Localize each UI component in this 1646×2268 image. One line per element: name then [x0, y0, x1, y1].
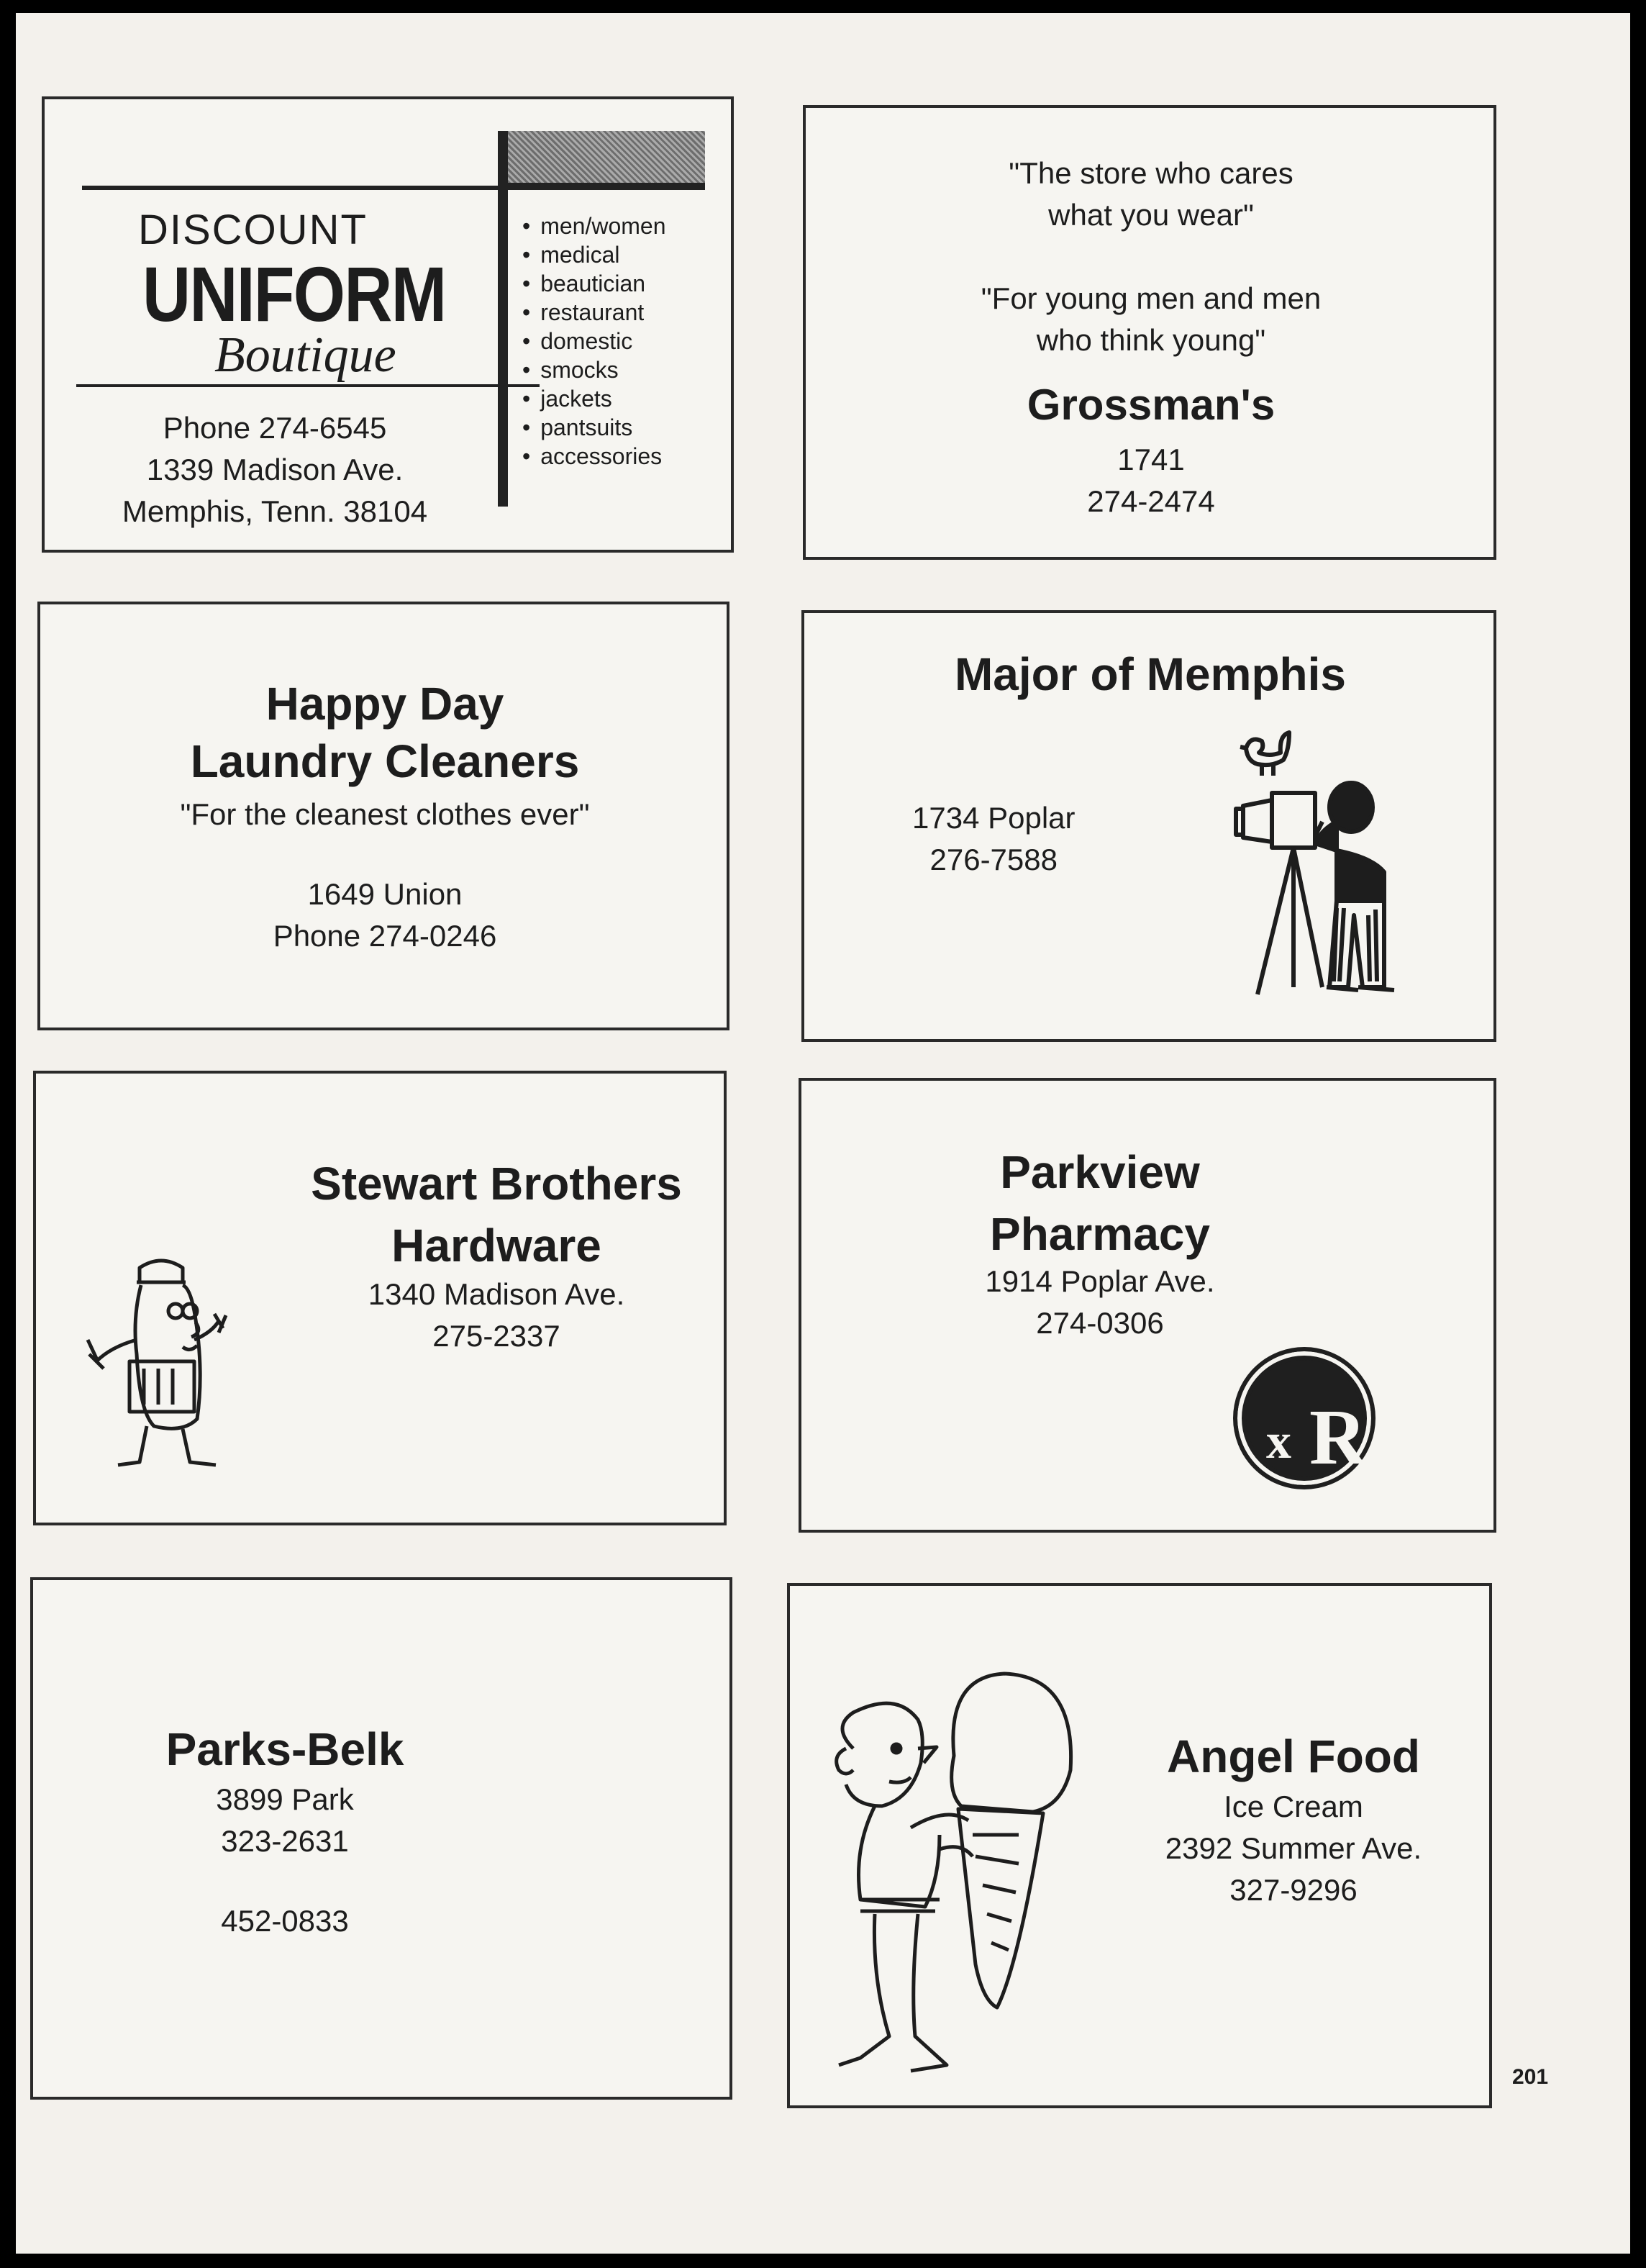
halftone-block [508, 131, 705, 183]
ad-parkview-pharmacy [799, 1078, 1496, 1533]
phone: 452-0833 [221, 1904, 349, 1938]
title-line: Happy Day [265, 678, 504, 730]
divider [82, 186, 532, 190]
store-name: Grossman's [1027, 381, 1276, 429]
list-item: • beautician [522, 269, 666, 298]
contact-block [281, 1274, 712, 1357]
address: 1649 Union [307, 877, 463, 911]
title-line: Pharmacy [990, 1208, 1210, 1260]
slogans [806, 153, 1496, 361]
address: 1339 Madison Ave. [146, 453, 404, 486]
city: Memphis, Tenn. 38104 [122, 494, 428, 528]
list-item: • domestic [522, 327, 666, 355]
store-name: Angel Food [1167, 1731, 1420, 1782]
slogan-line: what you wear" [1048, 198, 1254, 232]
ad-parks-belk [30, 1577, 732, 2100]
contact-block [1092, 1786, 1495, 1911]
slogan-line: "The store who cares [1009, 156, 1293, 190]
list-item: • smocks [522, 355, 666, 384]
phone: 275-2337 [432, 1319, 560, 1353]
slogan-line: "For young men and men [981, 281, 1322, 315]
contact-block [909, 1261, 1291, 1344]
address: 2392 Summer Ave. [1165, 1831, 1422, 1865]
logo-uniform: UNIFORM [142, 250, 446, 337]
list-item: • accessories [522, 442, 666, 471]
rx-subscript: x [1266, 1414, 1291, 1469]
list-item: • men/women [522, 212, 666, 240]
address: 1914 Poplar Ave. [985, 1264, 1215, 1298]
ad-discount-uniform [42, 96, 734, 553]
phone: 327-9296 [1229, 1873, 1358, 1907]
title-line: Laundry Cleaners [190, 735, 580, 787]
ad-grossmans [803, 105, 1496, 560]
rx-logo [1233, 1347, 1376, 1489]
list-item: • medical [522, 240, 666, 269]
store-name: Parks-Belk [165, 1723, 404, 1775]
slogan: "For the cleanest clothes ever" [180, 797, 590, 831]
subtitle: Ice Cream [1224, 1790, 1363, 1823]
product-list [522, 212, 666, 471]
phone: 323-2631 [221, 1824, 349, 1858]
logo-boutique: Boutique [214, 327, 396, 383]
ad-major-of-memphis [801, 610, 1496, 1042]
list-item: • pantsuits [522, 413, 666, 442]
phone: 276-7588 [929, 843, 1058, 876]
ad-angel-food [787, 1583, 1492, 2108]
contact-block [88, 407, 462, 532]
store-name [40, 675, 729, 790]
store-name: Major of Memphis [954, 648, 1347, 700]
title-line: Hardware [391, 1220, 601, 1271]
divider [498, 131, 508, 507]
address: 1734 Poplar [912, 801, 1076, 835]
phone: 274-2474 [1087, 484, 1215, 518]
address: 1340 Madison Ave. [368, 1277, 625, 1311]
phone: Phone 274-6545 [163, 411, 387, 445]
slogan-line: who think young" [1036, 323, 1266, 357]
yearbook-page [16, 13, 1630, 2254]
handyman-mascot-illustration [75, 1253, 247, 1469]
street-number: 1741 [1117, 443, 1185, 476]
store-name [909, 1141, 1291, 1265]
title-line: Stewart Brothers [311, 1158, 682, 1210]
ad-stewart-brothers [33, 1071, 727, 1525]
photographer-illustration [1214, 728, 1430, 1009]
store-name [281, 1153, 712, 1276]
divider [76, 384, 540, 387]
title-line: Parkview [1000, 1146, 1200, 1198]
ice-cream-cone-illustration [803, 1662, 1091, 2094]
contact-block [141, 1779, 429, 1862]
phone: 274-0306 [1036, 1306, 1164, 1340]
list-item: • jackets [522, 384, 666, 413]
divider [508, 183, 705, 190]
page-number: 201 [1512, 2065, 1549, 2089]
logo-discount: DISCOUNT [138, 207, 368, 253]
rx-letter: R [1309, 1393, 1367, 1481]
address: 3899 Park [216, 1782, 354, 1816]
list-item: • restaurant [522, 298, 666, 327]
contact-block [40, 874, 729, 957]
contact-block [806, 439, 1496, 522]
phone: Phone 274-0246 [273, 919, 497, 953]
ad-happy-day [37, 602, 729, 1030]
contact-block [912, 797, 1076, 881]
